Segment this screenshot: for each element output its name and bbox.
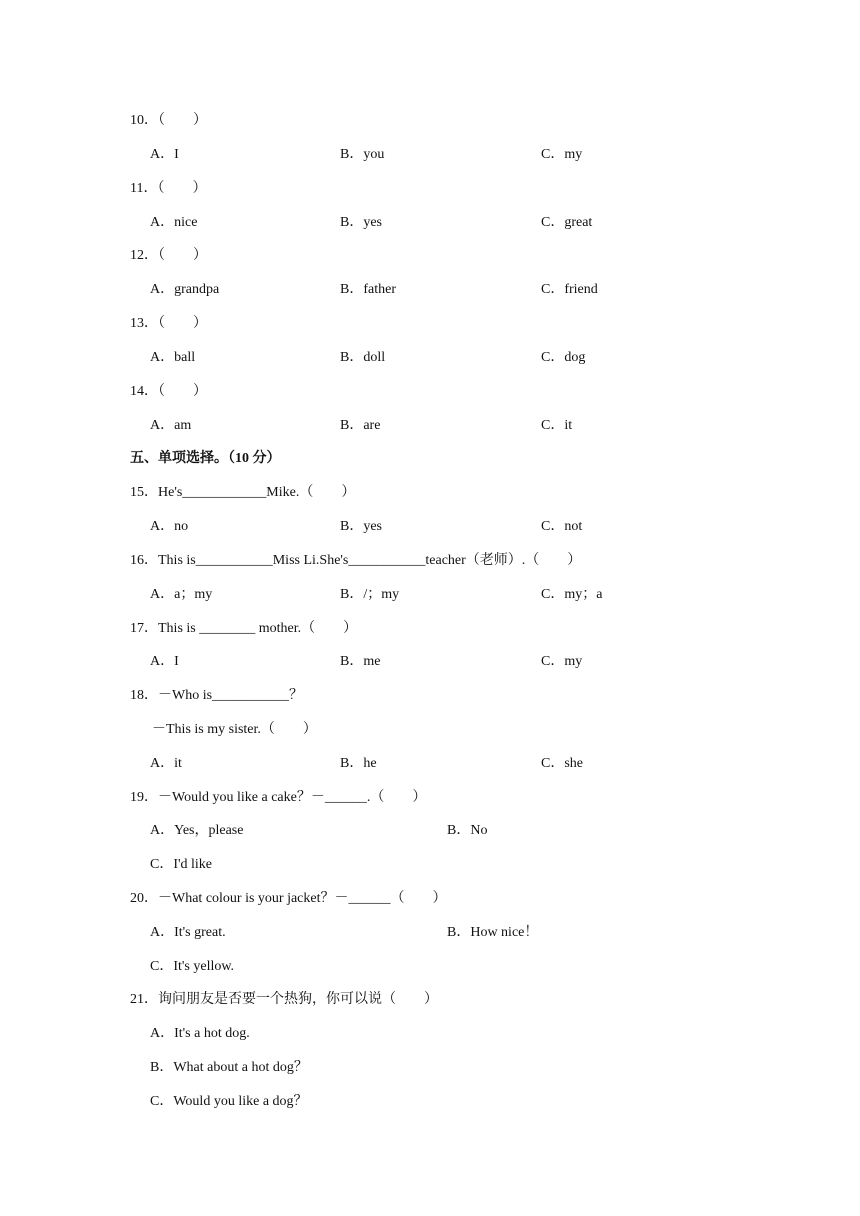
question-20-stem: 20．－What colour is your jacket？－______（ ） (130, 891, 447, 906)
question-21-option-a[interactable]: A．It's a hot dog. (150, 1026, 250, 1041)
question-14-option-b[interactable]: B．are (340, 418, 381, 433)
question-13-option-a[interactable]: A．ball (150, 350, 196, 365)
question-13-stem: 13．（ ） (130, 316, 207, 331)
question-19-stem: 19．－Would you like a cake？－______.（ ） (130, 790, 427, 805)
question-18-option-b[interactable]: B．he (340, 756, 377, 771)
question-20-option-a[interactable]: A．It's great. (150, 925, 226, 940)
question-11-stem: 11．（ ） (130, 181, 207, 196)
question-15-option-a[interactable]: A．no (150, 519, 189, 534)
question-10-stem: 10．（ ） (130, 113, 207, 128)
question-14-option-c[interactable]: C．it (541, 418, 573, 433)
question-15-option-b[interactable]: B．yes (340, 519, 382, 534)
question-20-option-b[interactable]: B．How nice！ (447, 925, 539, 940)
question-11-option-b[interactable]: B．yes (340, 215, 382, 230)
question-16-stem: 16．This is___________Miss Li.She's___________teacher（老师）.（ ） (130, 553, 582, 568)
question-16-option-b[interactable]: B．/；my (340, 587, 400, 602)
question-19-option-c[interactable]: C．I'd like (150, 857, 213, 872)
question-19-option-b[interactable]: B．No (447, 823, 488, 838)
question-10-option-a[interactable]: A．I (150, 147, 179, 162)
question-14-option-a[interactable]: A．am (150, 418, 192, 433)
question-18-option-a[interactable]: A．it (150, 756, 182, 771)
question-12-option-b[interactable]: B．father (340, 282, 396, 297)
question-11-option-a[interactable]: A．nice (150, 215, 198, 230)
question-17-stem: 17．This is ________ mother.（ ） (130, 621, 358, 636)
question-13-option-b[interactable]: B．doll (340, 350, 386, 365)
question-14-stem: 14．（ ） (130, 384, 207, 399)
question-13-option-c[interactable]: C．dog (541, 350, 586, 365)
question-19-option-a[interactable]: A．Yes，please (150, 823, 244, 838)
question-10-option-c[interactable]: C．my (541, 147, 583, 162)
question-18-line2: －This is my sister.（ ） (152, 722, 317, 737)
question-17-option-a[interactable]: A．I (150, 654, 179, 669)
question-12-stem: 12．（ ） (130, 248, 207, 263)
question-20-option-c[interactable]: C．It's yellow. (150, 959, 235, 974)
question-21-option-b[interactable]: B．What about a hot dog？ (150, 1060, 308, 1075)
question-21-option-c[interactable]: C．Would you like a dog？ (150, 1094, 308, 1109)
question-18-stem: 18．－Who is___________？ (130, 688, 304, 703)
question-17-option-b[interactable]: B．me (340, 654, 381, 669)
question-15-stem: 15．He's____________Mike.（ ） (130, 485, 356, 500)
question-12-option-c[interactable]: C．friend (541, 282, 598, 297)
question-17-option-c[interactable]: C．my (541, 654, 583, 669)
question-16-option-c[interactable]: C．my；a (541, 587, 603, 602)
question-11-option-c[interactable]: C．great (541, 215, 593, 230)
question-15-option-c[interactable]: C．not (541, 519, 583, 534)
section-title: 五、单项选择。（10 分） (130, 451, 281, 466)
question-21-stem: 21．询问朋友是否要一个热狗，你可以说（ ） (130, 992, 438, 1007)
question-16-option-a[interactable]: A．a；my (150, 587, 213, 602)
question-18-option-c[interactable]: C．she (541, 756, 583, 771)
question-12-option-a[interactable]: A．grandpa (150, 282, 220, 297)
question-10-option-b[interactable]: B．you (340, 147, 385, 162)
